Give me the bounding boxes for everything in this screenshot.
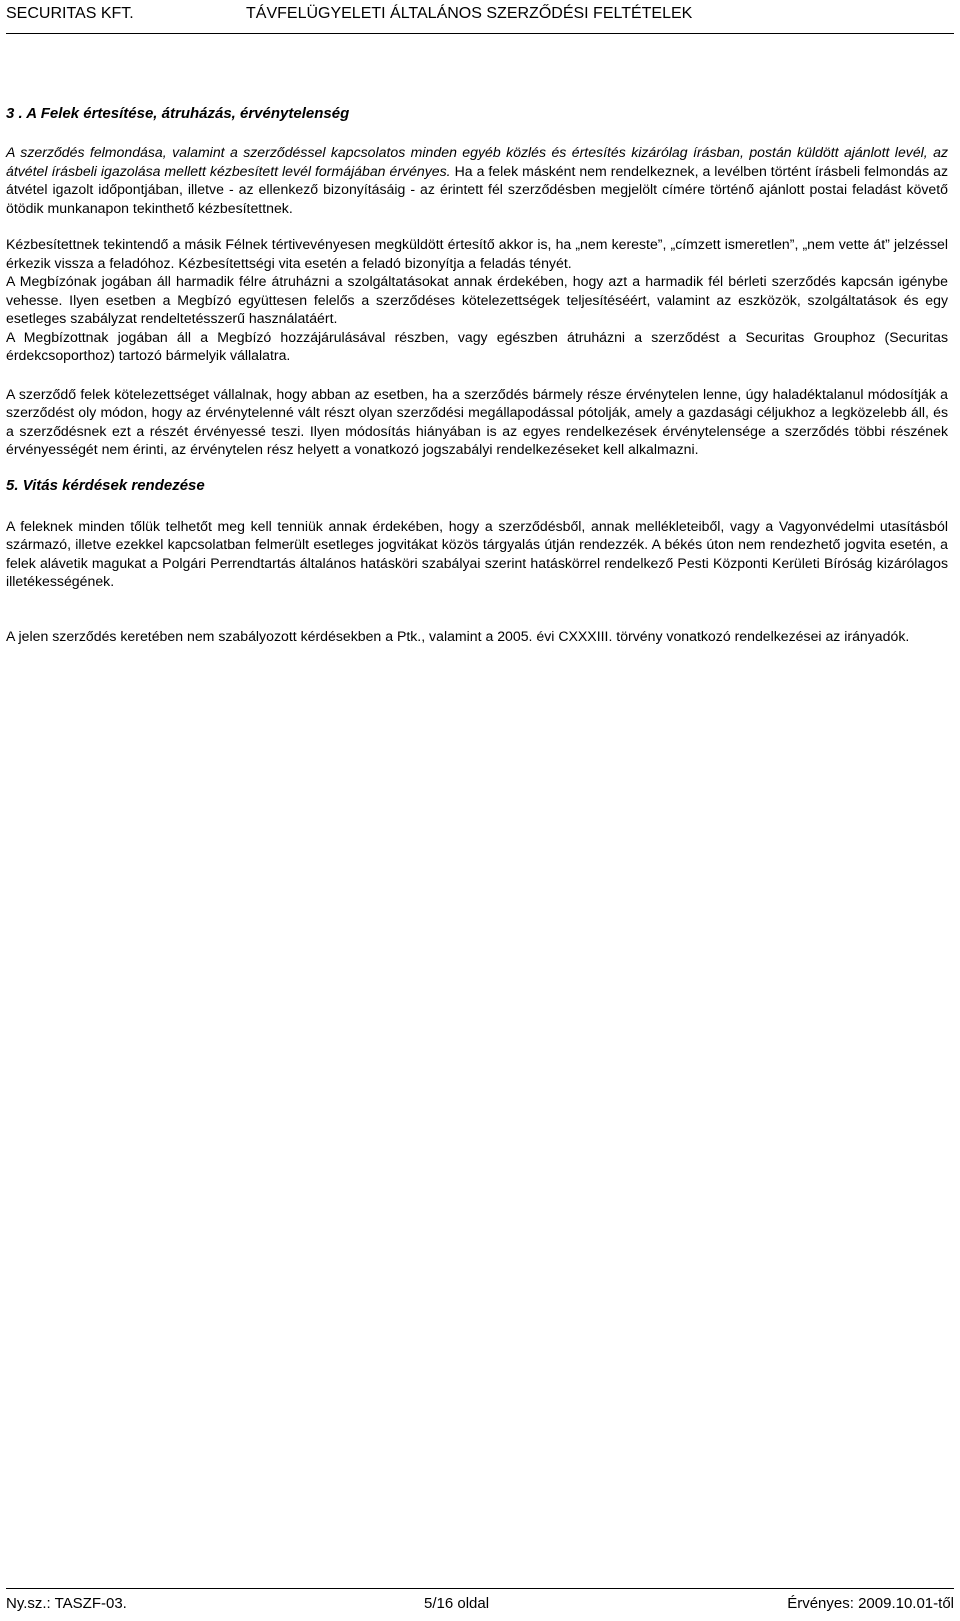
section-3-paragraph-4: A Megbízottnak jogában áll a Megbízó hozzájárulásával részben, vagy egészben átruházni a szerződést a Securitas Grouphoz (Securitas érdekcsoporthoz) tartozó bármelyik vállalatra. [6,328,948,363]
section-3-paragraph-2: Kézbesítettnek tekintendő a másik Félnek tértivevényesen megküldött értesítő akkor is, ha „nem kereste”, „címzett ismeretlen”, „nem vette át” jelzéssel érkezik vissza a feladóhoz. Kézbesítettségi vita esetén a feladó bizonyítja a feladás tényét. [6,236,948,271]
page-number: 5/16 oldal [424,1595,490,1612]
page-header [6,3,954,34]
validity-date: Érvényes: 2009.10.01-től [787,1595,954,1612]
notice-clause-italic: A szerződés felmondása, valamint a szerződéssel kapcsolatos minden egyéb közlés és értesítés kizárólag írásban, postán küldött ajánlott levél, az átvétel írásbeli igazolása mellett kézbesített levél formájában érvényes. [6,144,948,179]
notice-clause-rest: Ha a felek másként nem rendelkeznek, a levélben történt írásbeli felmondás az átvétel igazolt időpontjában, illetve - az ellenkező bizonyításáig - az érintett fél szerződésben megjelölt címére történő ajánlott postai feladást követő ötödik munkanapon tekinthető kézbesítettnek. [6,162,949,216]
document-title: TÁVFELÜGYELETI ÁLTALÁNOS SZERZŐDÉSI FELTÉTELEK [246,5,693,22]
document-body [6,104,948,645]
section-5-paragraph-2: A jelen szerződés keretében nem szabályozott kérdésekben a Ptk., valamint a 2005. évi CXXXIII. törvény vonatkozó rendelkezései az irányadók. [6,627,910,644]
page-footer [6,1588,954,1619]
company-name: SECURITAS KFT. [6,5,134,22]
section-3-paragraph-5: A szerződő felek kötelezettséget vállalnak, hogy abban az esetben, ha a szerződés bármely része érvénytelen lenne, úgy haladéktalanul módosítják a szerződést oly módon, hogy az érvénytelenné vált részt olyan szerződési megállapodással pótolják, amely a gazdasági céljukhoz a legközelebb áll, és a szerződésnek ezt a részét érvényessé teszi. Ilyen módosítás hiányában is az egyes rendelkezések érvénytelensége a szerződés többi részének érvényességét nem érinti, az érvénytelen rész helyett a vonatkozó jogszabályi rendelkezéseket kell alkalmazni. [6,385,948,457]
section-3-paragraph-1 [6,143,948,217]
section-3-heading: 3 . A Felek értesítése, átruházás, érvénytelenség [6,105,350,122]
document-reference: Ny.sz.: TASZF-03. [6,1595,127,1612]
section-5-heading: 5. Vitás kérdések rendezése [6,476,205,494]
section-3-paragraph-3: A Megbízónak jogában áll harmadik félre átruházni a szolgáltatásokat annak érdekében, hogy azt a harmadik fél bérleti szerződés kapcsán igénybe vehesse. Ilyen esetben a Megbízó együttesen felelős a szerződéses kötelezettségek teljesítéséért, valamint az eszközök, szolgáltatások és egy esetleges szabályzat rendeltetésszerű használatáért. [6,273,948,326]
section-5-paragraph-1: A feleknek minden tőlük telhetőt meg kell tenniük annak érdekében, hogy a szerződésből, annak mellékleteiből, vagy a Vagyonvédelmi utasításból származó, illetve ezekkel kapcsolatban felmerült esetleges jogvitákat közös tárgyalás útján rendezzék. A békés úton nem rendezhető jogvita esetén, a felek alávetik magukat a Polgári Perrendtartás általános hatásköri szabályai szerint hatáskörrel rendelkező Pesti Központi Kerületi Bíróság kizárólagos illetékességének. [6,517,948,589]
